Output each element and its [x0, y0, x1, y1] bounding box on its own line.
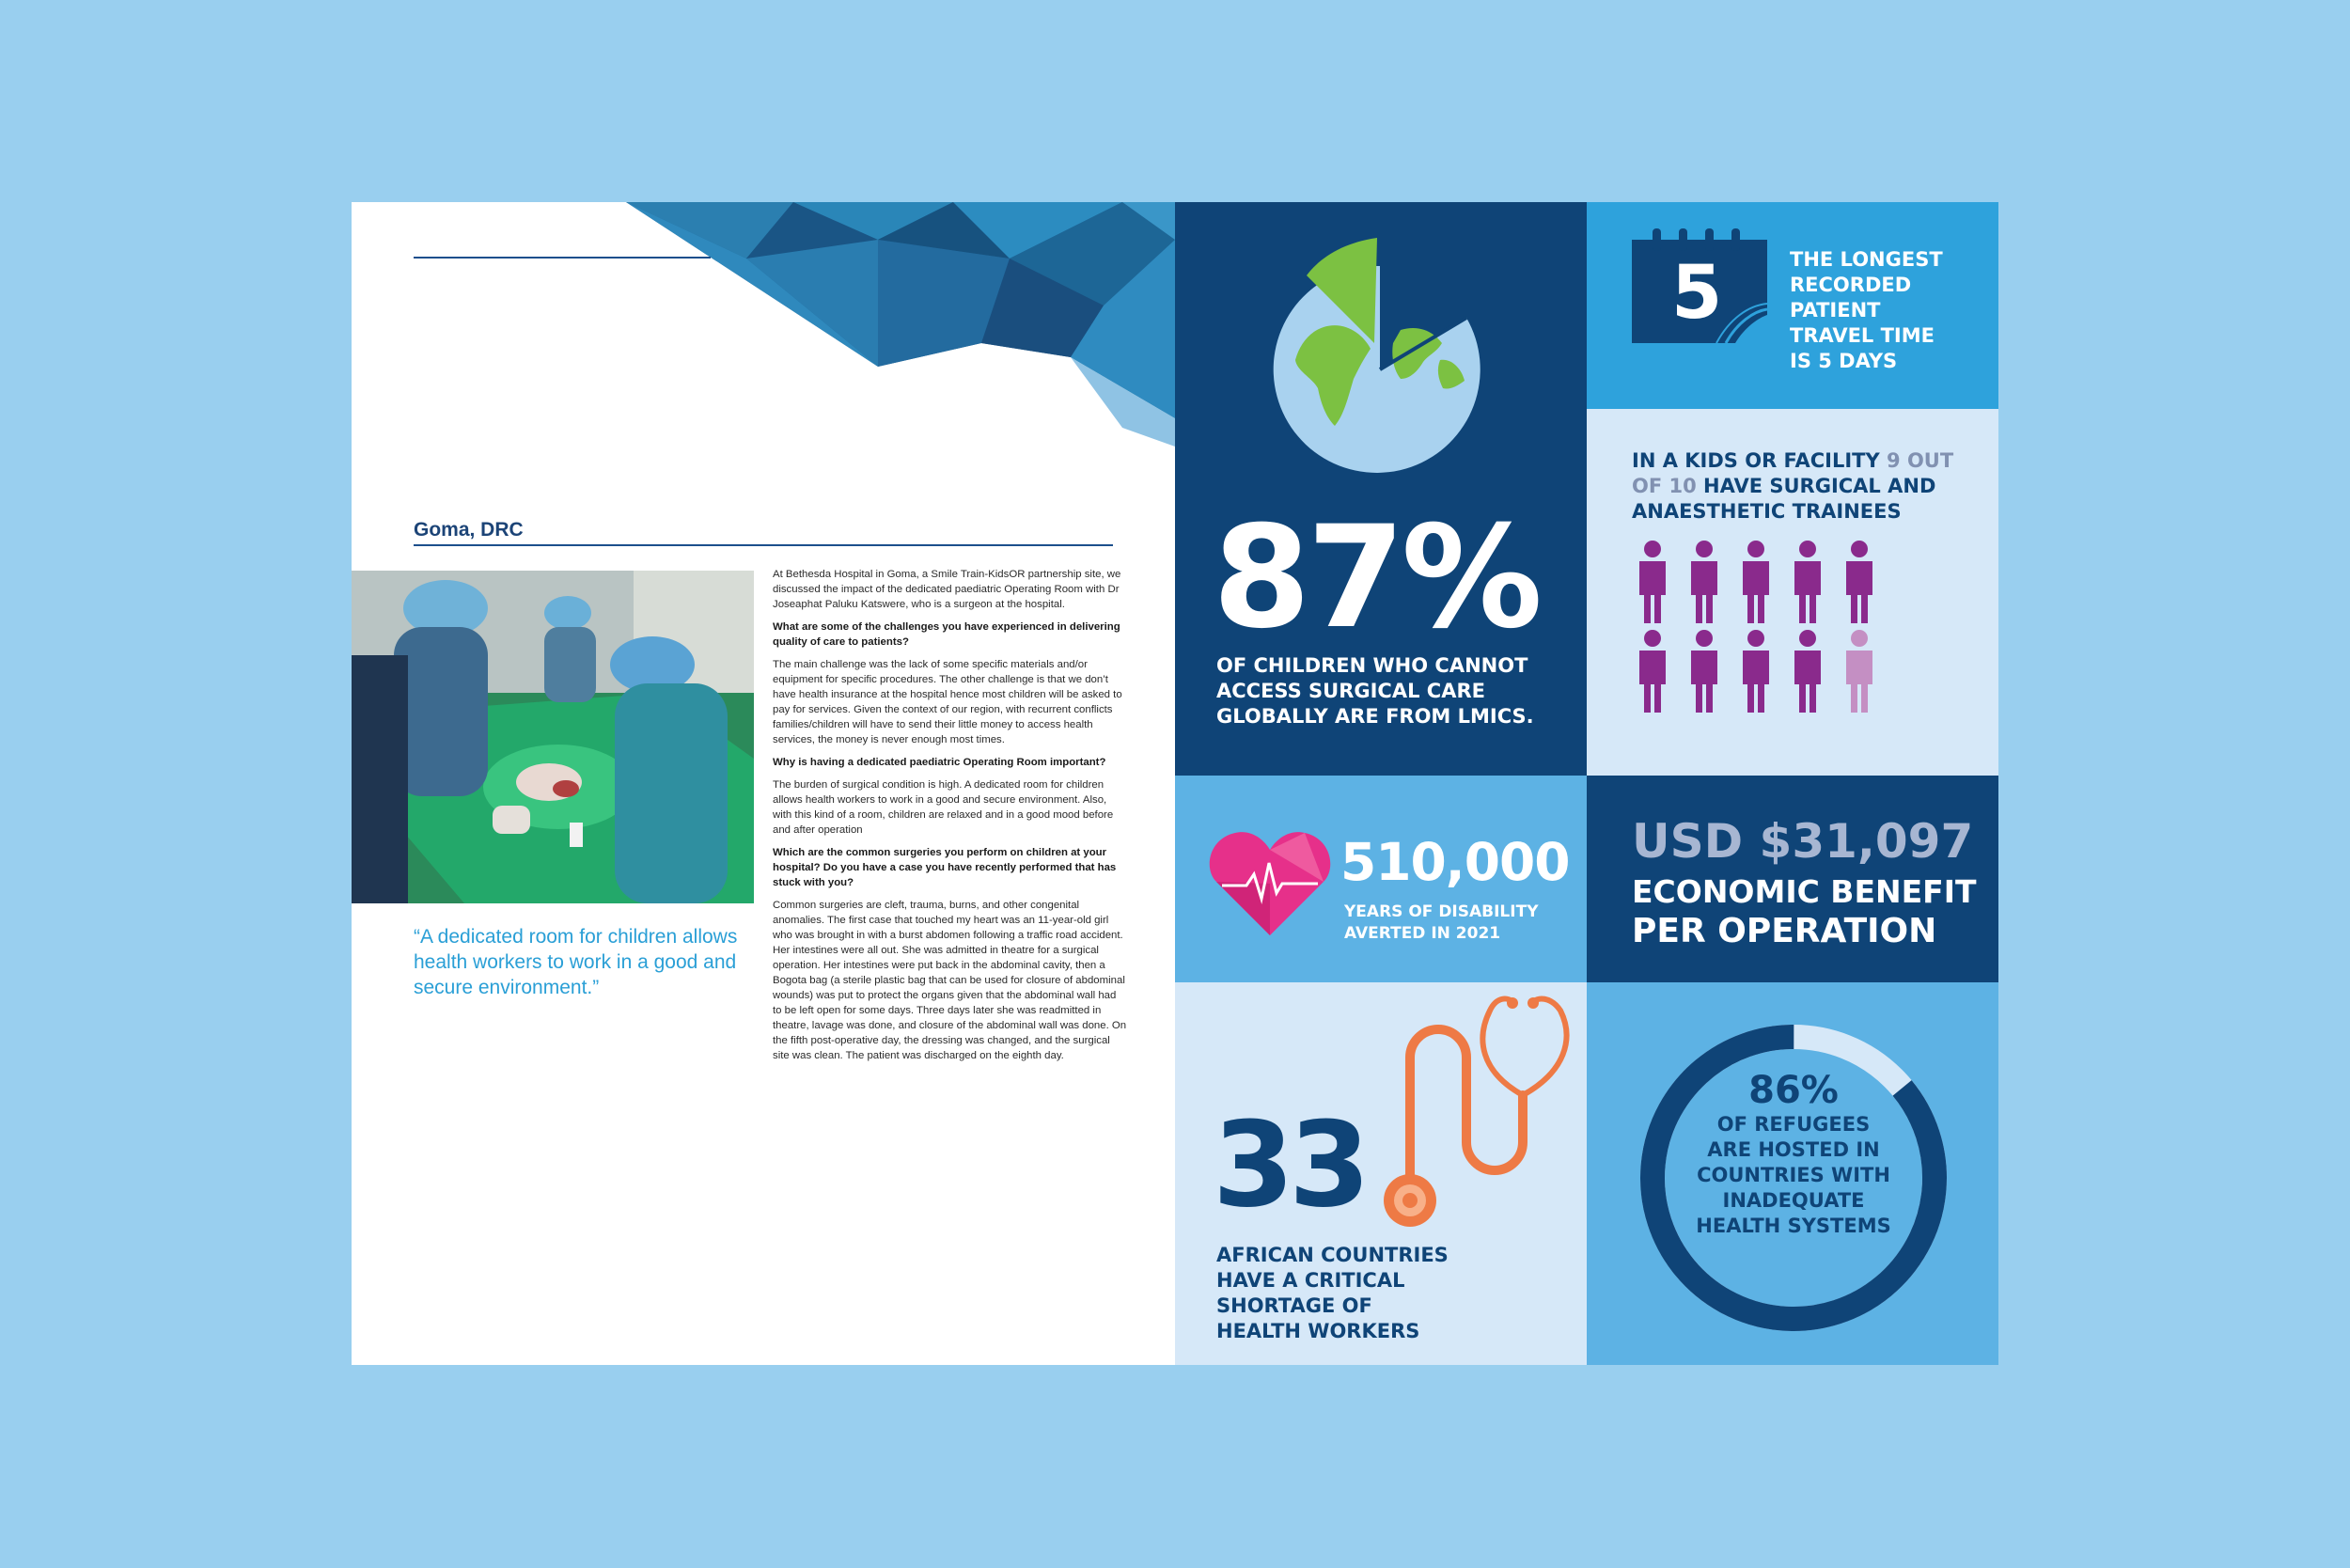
stat-5-line-1: THE LONGEST: [1790, 248, 1943, 271]
panel-trainees: [1587, 409, 1998, 776]
location-title: Goma, DRC: [414, 519, 524, 541]
stat-86-line-1: OF REFUGEES: [1716, 1113, 1871, 1136]
article-question-1: What are some of the challenges you have experienced in delivering quality of care to patients?: [773, 621, 1120, 648]
article-answer-1: The main challenge was the lack of some specific materials and/or equipment for specific procedures. The other challenge is that we don’t have health insurance at the hospital hence most children will be asked to pay for services. Given the context of our region, with recurrent conflicts families/children will have to send their little money to access health services, the money is never enough most times.: [773, 659, 1122, 745]
stat-86-value: 86%: [1748, 1069, 1839, 1112]
person-icon: [1691, 630, 1717, 713]
panel-87-percent: [1175, 202, 1587, 776]
stat-86-line-3: COUNTRIES WITH: [1697, 1164, 1890, 1186]
interview-article: [773, 567, 1128, 1071]
stat-86-text: [1632, 1069, 1955, 1239]
trainees-line-3: ANAESTHETIC TRAINEES: [1632, 500, 1902, 523]
globe-pie-icon: [1269, 238, 1487, 473]
article-intro: At Bethesda Hospital in Goma, a Smile Train-KidsOR partnership site, we discussed the impact of the dedicated paediatric Operating Room with Dr Joseaphat Paluku Katswere, who is a surgeon at the hospital.: [773, 569, 1121, 610]
stat-86-line-5: HEALTH SYSTEMS: [1696, 1215, 1891, 1237]
header-rule: [414, 257, 711, 259]
panel-economic-benefit: [1587, 776, 1998, 982]
panel-disability-averted: [1175, 776, 1587, 982]
person-icon: [1794, 630, 1821, 713]
stat-510-line-2: AVERTED IN 2021: [1344, 924, 1501, 943]
person-icon: [1639, 630, 1666, 713]
people-icon-grid: [1632, 541, 1886, 738]
person-icon: [1639, 541, 1666, 623]
location-rule: [414, 544, 1113, 546]
stat-87-line-3: GLOBALLY ARE FROM LMICS.: [1216, 705, 1534, 728]
stat-5-line-4: TRAVEL TIME: [1790, 324, 1935, 347]
stat-5-line-5: IS 5 DAYS: [1790, 350, 1898, 372]
stat-510-line-1: YEARS OF DISABILITY: [1344, 902, 1539, 921]
heartbeat-icon: [1209, 827, 1331, 938]
stat-87-line-1: OF CHILDREN WHO CANNOT: [1216, 654, 1528, 677]
stat-33-line-1: AFRICAN COUNTRIES: [1216, 1244, 1449, 1266]
stat-33-line-2: HAVE A CRITICAL: [1216, 1269, 1405, 1292]
panel-33-countries: [1175, 982, 1587, 1365]
surgery-photo: [352, 571, 754, 903]
stethoscope-icon: [1363, 982, 1579, 1236]
article-answer-2: The burden of surgical condition is high. A dedicated room for children allows health workers to work in a good and secure environment. Also, with this kind of a room, children are relaxed and in a good mood before and after operation: [773, 779, 1114, 836]
stat-87-line-2: ACCESS SURGICAL CARE: [1216, 680, 1485, 702]
panel-86-refugees: [1587, 982, 1998, 1365]
article-answer-3: Common surgeries are cleft, trauma, burns, and other congenital anomalies. The first case that touched my heart was an 11-year-old girl who was brought in with a burst abdomen following a traffic road accident. Her intestines were all out. She was admitted in theatre for a surgical operation. Her intestines were put back in the abdominal cavity, then a Bogota bag (a sterile plastic bag that can be used for closure of abdominal wounds) was put to protect the organs given that the abdominal wall had to be left open for some days. Three days later she was readmitted in theatre, lavage was done, and closure of the abdominal wall was done. On the fifth post-operative day, the dressing was changed, and the surgical site was clean. The patient was discharged on the eighth day.: [773, 900, 1127, 1061]
stat-usd-value: USD $31,097: [1632, 814, 1974, 869]
person-icon: [1846, 630, 1872, 713]
person-icon: [1743, 541, 1769, 623]
person-icon: [1743, 630, 1769, 713]
stat-5-line-2: RECORDED: [1790, 274, 1912, 296]
stat-5-line-3: PATIENT: [1790, 299, 1881, 321]
article-question-2: Why is having a dedicated paediatric Operating Room important?: [773, 757, 1106, 768]
person-icon: [1691, 541, 1717, 623]
trainees-line-2b: HAVE SURGICAL AND: [1696, 475, 1936, 497]
trainees-line-1a: IN A KIDS OR FACILITY: [1632, 449, 1888, 472]
stat-33-value: 33: [1213, 1097, 1365, 1233]
stat-33-line-4: HEALTH WORKERS: [1216, 1320, 1420, 1342]
pull-quote: “A dedicated room for children allows health workers to work in a good and secure environment.”: [414, 926, 738, 998]
panel-travel-time: [1587, 202, 1998, 409]
stat-510-value: 510,000: [1340, 832, 1570, 892]
person-icon: [1794, 541, 1821, 623]
left-page: [352, 202, 1175, 1365]
infographic-page: [1175, 202, 1998, 1365]
stat-usd-line-2: PER OPERATION: [1632, 912, 1937, 950]
trainees-line-1: [1632, 448, 1953, 474]
calendar-number: 5: [1671, 251, 1723, 336]
person-icon: [1846, 541, 1872, 623]
stat-usd-line-1: ECONOMIC BENEFIT: [1632, 873, 1977, 910]
polygon-header-graphic: [352, 202, 1175, 484]
stat-33-line-3: SHORTAGE OF: [1216, 1294, 1372, 1317]
trainees-line-2: [1632, 474, 1935, 499]
magazine-spread: [352, 202, 1998, 1365]
trainees-of-10: OF 10: [1632, 475, 1697, 497]
stat-86-line-2: ARE HOSTED IN: [1707, 1138, 1880, 1161]
stat-87-value: 87%: [1213, 496, 1540, 660]
stat-86-line-4: INADEQUATE: [1722, 1189, 1865, 1212]
article-question-3: Which are the common surgeries you perform on children at your hospital? Do you have a case you have recently performed that has stuck with you?: [773, 847, 1117, 888]
trainees-9-out: 9 OUT: [1887, 449, 1954, 472]
